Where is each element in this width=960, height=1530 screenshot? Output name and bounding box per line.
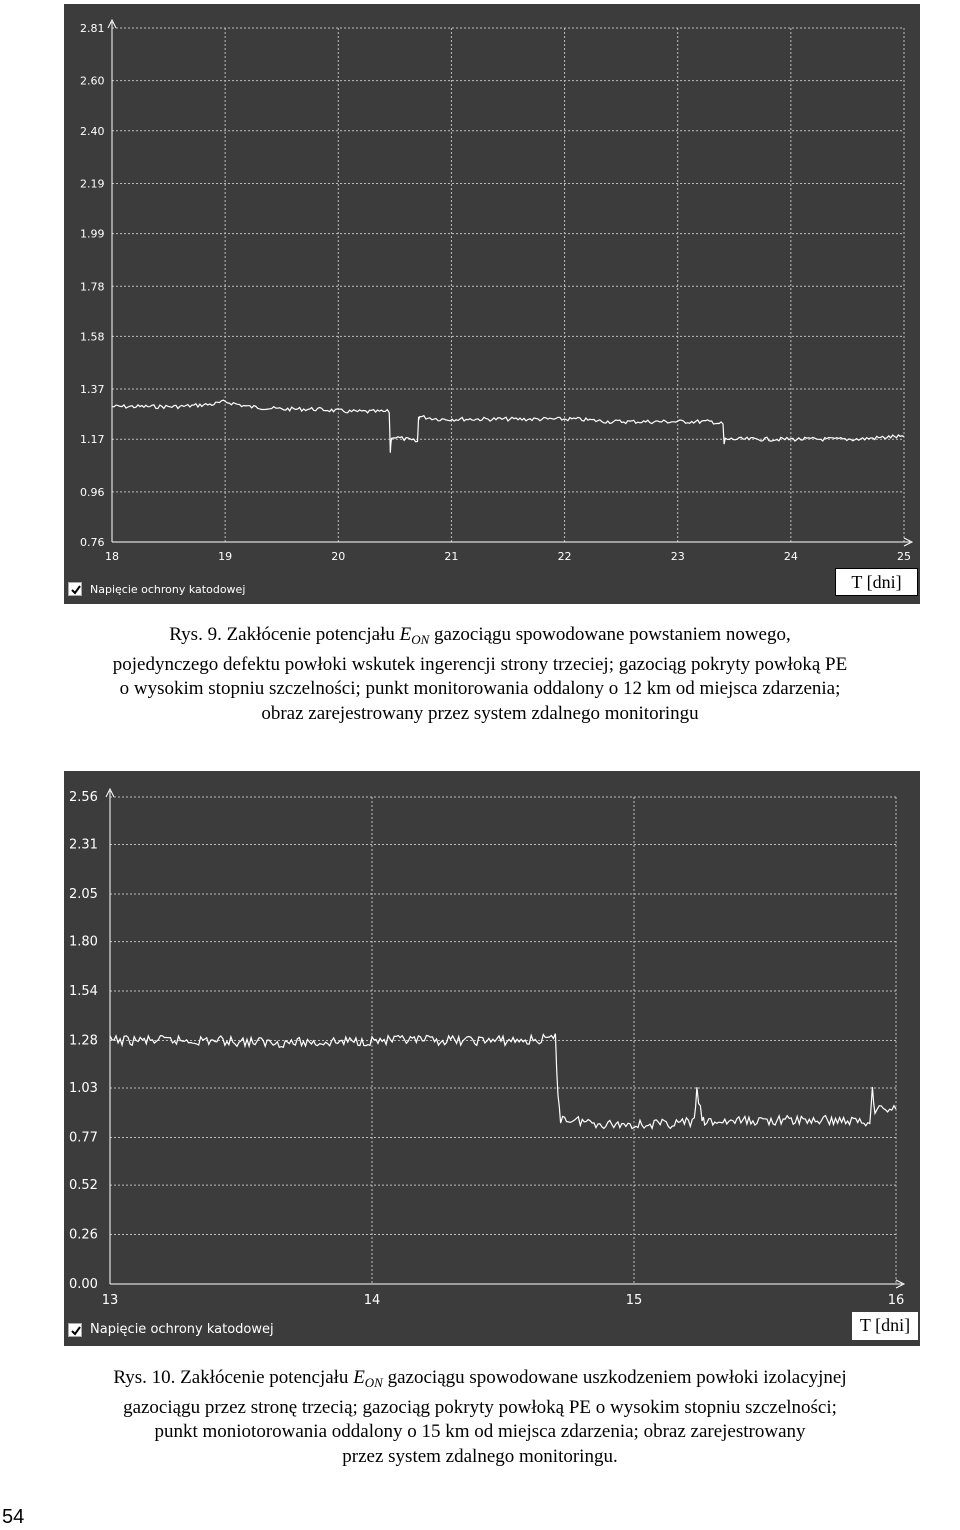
caption-1-symbol-sub: ON (411, 632, 430, 647)
caption-2-line-2: gazociągu przez stronę trzecią; gazociąg pokryty powłoką PE o wysokim stopniu szczelności; (123, 1396, 837, 1418)
x-tick-label: 18 (105, 550, 119, 563)
y-tick-label: 2.60 (80, 74, 105, 88)
y-tick-label: 1.37 (80, 383, 105, 397)
x-tick-label: 14 (363, 1293, 381, 1308)
legend-label-2: Napięcie ochrony katodowej (90, 1322, 274, 1337)
caption-2-symbol: E (353, 1367, 365, 1388)
checkmark-icon (69, 1324, 83, 1338)
caption-2-text-pre: Rys. 10. Zakłócenie potencjału (113, 1367, 354, 1388)
y-tick-label: 0.52 (69, 1178, 98, 1194)
x-tick-label: 20 (331, 550, 346, 563)
y-tick-label: 2.19 (80, 177, 105, 191)
x-tick-label: 13 (101, 1293, 119, 1308)
y-tick-label: 1.78 (80, 280, 105, 294)
x-tick-label: 24 (783, 550, 798, 563)
x-axis-unit-1: T [dni] (835, 568, 918, 596)
y-tick-label: 1.80 (69, 934, 98, 950)
y-tick-label: 2.81 (80, 22, 105, 35)
legend-label-1: Napięcie ochrony katodowej (90, 582, 246, 596)
page-number: 54 (2, 1506, 25, 1528)
y-tick-label: 1.99 (80, 227, 105, 241)
checkmark-icon (69, 583, 83, 597)
y-tick-label: 1.58 (80, 330, 105, 344)
caption-2-symbol-sub: ON (364, 1375, 383, 1390)
y-tick-label: 2.40 (80, 124, 105, 138)
caption-1-text-post: gazociągu spowodowane powstaniem nowego, (429, 624, 791, 645)
x-tick-label: 16 (887, 1293, 905, 1308)
chart-svg-2 (64, 771, 920, 1346)
y-tick-label: 0.26 (69, 1227, 98, 1243)
y-tick-label: 1.54 (69, 984, 98, 1000)
caption-2-line-4: przez system zdalnego monitoringu. (342, 1445, 618, 1467)
chart-panel-1 (64, 4, 920, 604)
x-tick-label: 21 (444, 550, 459, 563)
legend-checkbox-1[interactable] (68, 582, 82, 596)
caption-1-text-pre: Rys. 9. Zakłócenie potencjału (169, 624, 400, 645)
x-tick-label: 15 (625, 1293, 643, 1308)
caption-1-line-1 (0, 623, 960, 653)
caption-1-symbol: E (399, 624, 412, 645)
chart-panel-2 (64, 771, 920, 1346)
y-tick-label: 0.00 (69, 1277, 98, 1292)
y-tick-label: 1.17 (80, 433, 105, 447)
caption-1-line-4: obraz zarejestrowany przez system zdalnego monitoringu (261, 702, 699, 724)
chart-legend-1[interactable] (68, 582, 245, 596)
y-tick-label: 0.96 (80, 485, 105, 499)
x-tick-label: 23 (670, 550, 685, 563)
y-tick-label: 0.77 (69, 1130, 98, 1146)
caption-1-line-3: o wysokim stopniu szczelności; punkt monitorowania oddalony o 12 km od miejsca zdarzenia; (119, 678, 841, 699)
x-tick-label: 19 (218, 550, 233, 563)
figure-caption-1 (0, 623, 960, 726)
caption-2-line-1 (0, 1366, 960, 1396)
chart-svg-1 (64, 4, 920, 604)
x-tick-label: 25 (897, 550, 911, 563)
y-tick-label: 2.31 (69, 837, 98, 853)
y-tick-label: 2.05 (69, 887, 98, 903)
figure-caption-2 (0, 1366, 960, 1469)
series-line-1 (110, 1034, 896, 1129)
caption-2-text-post: gazociągu spowodowane uszkodzeniem powłoki izolacyjnej (382, 1367, 847, 1388)
y-tick-label: 1.03 (69, 1081, 98, 1097)
caption-2-line-3: punkt moniotorowania oddalony o 15 km od miejsca zdarzenia; obraz zarejestrowany (154, 1421, 806, 1442)
legend-checkbox-2[interactable] (68, 1323, 82, 1337)
x-tick-label: 22 (557, 550, 572, 563)
y-tick-label: 2.56 (69, 790, 98, 805)
y-tick-label: 0.76 (80, 536, 105, 549)
caption-1-line-2: pojedynczego defektu powłoki wskutek ingerencji strony trzeciej; gazociąg pokryty powłoką PE (112, 653, 848, 675)
y-tick-label: 1.28 (69, 1033, 98, 1049)
series-line-1 (112, 400, 904, 453)
chart-legend-2[interactable] (68, 1322, 274, 1337)
x-axis-unit-2: T [dni] (852, 1312, 918, 1340)
